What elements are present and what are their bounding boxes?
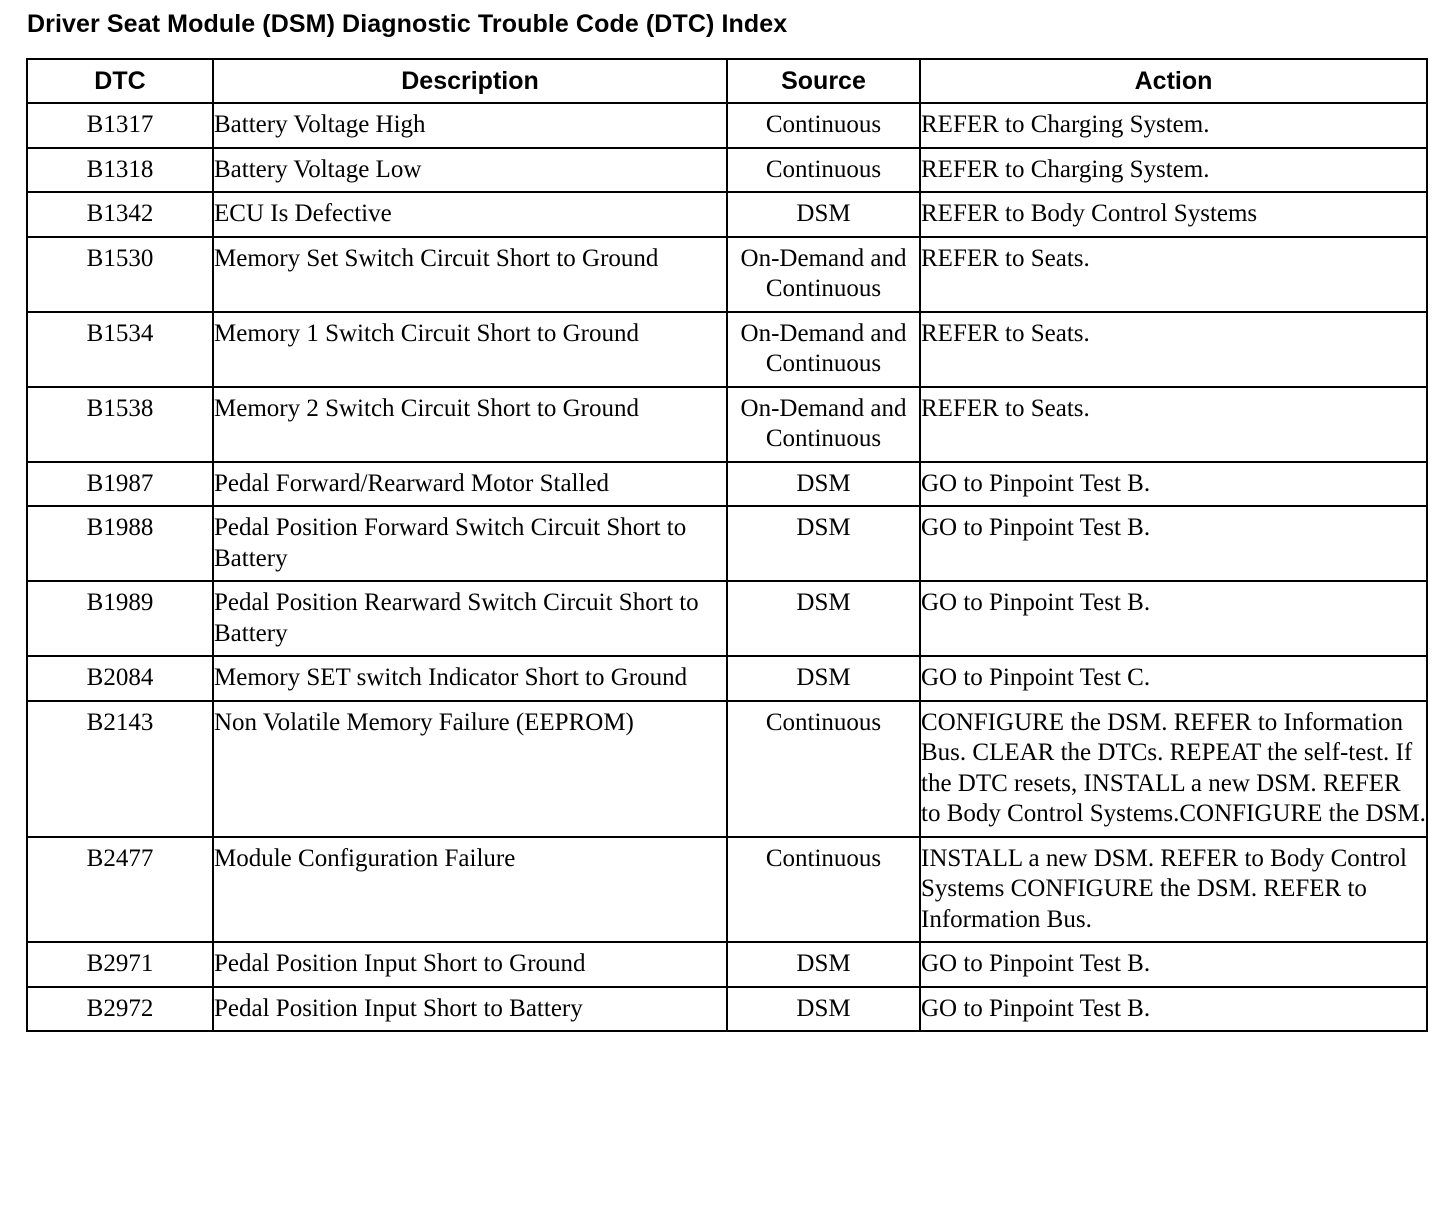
dtc-source: On-Demand and Continuous	[727, 237, 920, 312]
dtc-description: ECU Is Defective	[213, 192, 727, 237]
dtc-description: Pedal Position Rearward Switch Circuit Short to Battery	[213, 581, 727, 656]
table-row	[27, 192, 1427, 237]
dtc-action: CONFIGURE the DSM. REFER to Information Bus. CLEAR the DTCs. REPEAT the self-test. If the DTC resets, INSTALL a new DSM. REFER to Body Control Systems.CONFIGURE the DSM.	[920, 701, 1427, 837]
dtc-description: Pedal Forward/Rearward Motor Stalled	[213, 462, 727, 507]
dtc-action: REFER to Seats.	[920, 387, 1427, 462]
dtc-code: B1987	[27, 462, 213, 507]
dtc-description: Battery Voltage High	[213, 103, 727, 148]
dtc-code: B2477	[27, 837, 213, 943]
dtc-action: REFER to Seats.	[920, 312, 1427, 387]
dtc-code: B1988	[27, 506, 213, 581]
dtc-source: Continuous	[727, 837, 920, 943]
dtc-description: Pedal Position Input Short to Ground	[213, 942, 727, 987]
dtc-source: DSM	[727, 581, 920, 656]
dtc-action: REFER to Charging System.	[920, 103, 1427, 148]
column-header-dtc: DTC	[27, 59, 213, 103]
dtc-description: Module Configuration Failure	[213, 837, 727, 943]
dtc-action: GO to Pinpoint Test B.	[920, 987, 1427, 1032]
table-row	[27, 942, 1427, 987]
dtc-action: GO to Pinpoint Test B.	[920, 942, 1427, 987]
dtc-description: Memory Set Switch Circuit Short to Ground	[213, 237, 727, 312]
page-title: Driver Seat Module (DSM) Diagnostic Trouble Code (DTC) Index	[27, 10, 788, 38]
dtc-source: DSM	[727, 506, 920, 581]
table-row	[27, 987, 1427, 1032]
table-row	[27, 312, 1427, 387]
dtc-index-table	[26, 58, 1428, 1032]
dtc-description: Memory 1 Switch Circuit Short to Ground	[213, 312, 727, 387]
dtc-code: B1989	[27, 581, 213, 656]
dtc-description: Battery Voltage Low	[213, 148, 727, 193]
dtc-code: B1534	[27, 312, 213, 387]
dtc-source: DSM	[727, 656, 920, 701]
dtc-source: Continuous	[727, 701, 920, 837]
dtc-code: B2143	[27, 701, 213, 837]
table-row	[27, 148, 1427, 193]
dtc-code: B2971	[27, 942, 213, 987]
dtc-action: GO to Pinpoint Test B.	[920, 506, 1427, 581]
dtc-description: Memory SET switch Indicator Short to Ground	[213, 656, 727, 701]
table-row	[27, 656, 1427, 701]
dtc-code: B1318	[27, 148, 213, 193]
table-row	[27, 462, 1427, 507]
column-header-source: Source	[727, 59, 920, 103]
dtc-source: On-Demand and Continuous	[727, 312, 920, 387]
dtc-source: DSM	[727, 462, 920, 507]
dtc-description: Memory 2 Switch Circuit Short to Ground	[213, 387, 727, 462]
dtc-source: DSM	[727, 987, 920, 1032]
dtc-action: GO to Pinpoint Test B.	[920, 581, 1427, 656]
dtc-action: REFER to Body Control Systems	[920, 192, 1427, 237]
dtc-source: DSM	[727, 192, 920, 237]
column-header-description: Description	[213, 59, 727, 103]
table-row	[27, 701, 1427, 837]
table-row	[27, 103, 1427, 148]
dtc-action: REFER to Seats.	[920, 237, 1427, 312]
dtc-source: On-Demand and Continuous	[727, 387, 920, 462]
dtc-code: B1538	[27, 387, 213, 462]
dtc-description: Pedal Position Input Short to Battery	[213, 987, 727, 1032]
dtc-action: GO to Pinpoint Test C.	[920, 656, 1427, 701]
dtc-code: B1317	[27, 103, 213, 148]
dtc-code: B1342	[27, 192, 213, 237]
dtc-code: B2972	[27, 987, 213, 1032]
dtc-code: B2084	[27, 656, 213, 701]
dtc-code: B1530	[27, 237, 213, 312]
table-row	[27, 387, 1427, 462]
table-row	[27, 237, 1427, 312]
table-row	[27, 581, 1427, 656]
dtc-description: Non Volatile Memory Failure (EEPROM)	[213, 701, 727, 837]
dtc-source: Continuous	[727, 148, 920, 193]
dtc-source: DSM	[727, 942, 920, 987]
dtc-action: GO to Pinpoint Test B.	[920, 462, 1427, 507]
dtc-source: Continuous	[727, 103, 920, 148]
table-header-row	[27, 59, 1427, 103]
table-row	[27, 837, 1427, 943]
dtc-description: Pedal Position Forward Switch Circuit Short to Battery	[213, 506, 727, 581]
table-body	[27, 103, 1427, 1031]
column-header-action: Action	[920, 59, 1427, 103]
dtc-action: REFER to Charging System.	[920, 148, 1427, 193]
table-row	[27, 506, 1427, 581]
dtc-action: INSTALL a new DSM. REFER to Body Control Systems CONFIGURE the DSM. REFER to Information Bus.	[920, 837, 1427, 943]
